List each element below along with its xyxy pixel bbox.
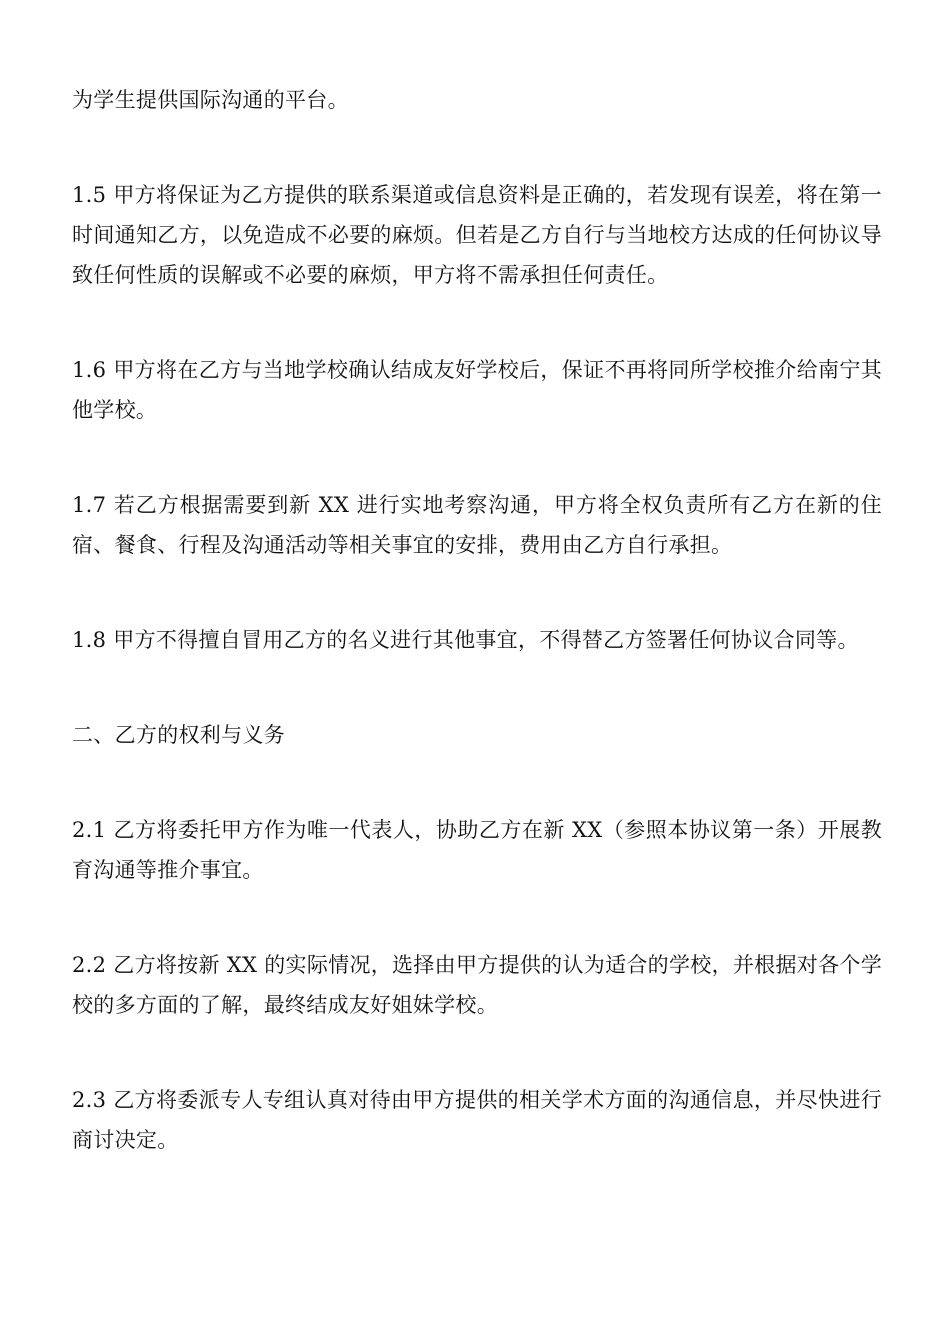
document-body (72, 80, 882, 1215)
clause-2-3: 2.3 乙方将委派专人专组认真对待由甲方提供的相关学术方面的沟通信息，并尽快进行商讨决定。 (72, 1088, 882, 1152)
section-heading-party-b: 二、乙方的权利与义务 (72, 723, 285, 747)
paragraph-intro-continuation: 为学生提供国际沟通的平台。 (72, 88, 349, 112)
clause-1-7: 1.7 若乙方根据需要到新 XX 进行实地考察沟通，甲方将全权负责所有乙方在新的住宿、餐食、行程及沟通活动等相关事宜的安排，费用由乙方自行承担。 (72, 493, 882, 557)
clause-1-5: 1.5 甲方将保证为乙方提供的联系渠道或信息资料是正确的，若发现有误差，将在第一时间通知乙方，以免造成不必要的麻烦。但若是乙方自行与当地校方达成的任何协议导致任何性质的误解或不必要的麻烦，甲方将不需承担任何责任。 (72, 183, 882, 287)
clause-1-6: 1.6 甲方将在乙方与当地学校确认结成友好学校后，保证不再将同所学校推介给南宁其他学校。 (72, 358, 882, 422)
clause-2-1: 2.1 乙方将委托甲方作为唯一代表人，协助乙方在新 XX（参照本协议第一条）开展教育沟通等推介事宜。 (72, 818, 882, 882)
clause-1-8: 1.8 甲方不得擅自冒用乙方的名义进行其他事宜，不得替乙方签署任何协议合同等。 (72, 628, 859, 652)
clause-2-2: 2.2 乙方将按新 XX 的实际情况，选择由甲方提供的认为适合的学校，并根据对各个学校的多方面的了解，最终结成友好姐妹学校。 (72, 953, 882, 1017)
